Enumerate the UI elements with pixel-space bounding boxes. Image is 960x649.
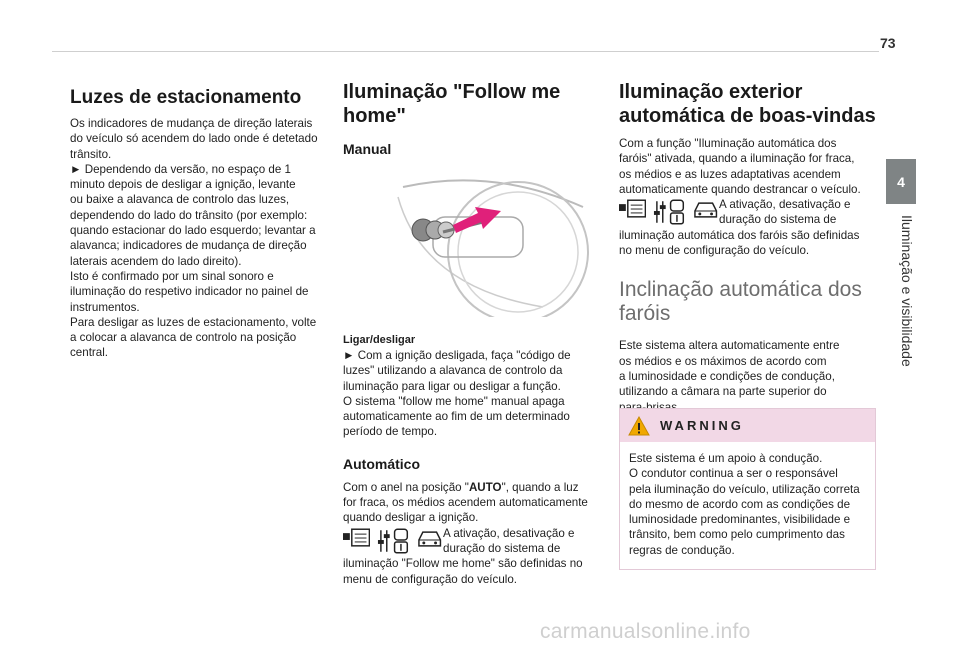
- page-number: 73: [880, 35, 896, 51]
- menu-screen-icon: [343, 528, 370, 550]
- chapter-tab[interactable]: 4: [886, 159, 916, 204]
- parking-lights-body: Os indicadores de mudança de direção laterais do veículo só acendem do lado onde é detetado trânsito. ► Dependendo da versão, no espaço de 1 minuto depois de desligar a ignição, levante ou baixe a alavanca de controlo das luzes, dependendo do lado do trânsito (por exemplo: quando estacionar do lado esquerdo; levantar a alavanca; indicadores de mudança de direção laterais acendem do lado direito). Isto é confirmado por um sinal sonoro e iluminação do respetivo indicador no painel de instrumentos. Para desligar as luzes de estacionamento, volte a colocar a alavanca de controlo na posição central.: [70, 117, 318, 360]
- header-rule: [52, 51, 879, 52]
- welcome-icon-text: A ativação, desativação e duração do sistema de: [719, 198, 851, 227]
- welcome-settings-icon-row: [619, 197, 879, 228]
- chapter-title: Iluminação e visibilidade: [899, 215, 915, 367]
- section-title-welcome-lighting: Iluminação exterior automática de boas-vindas: [619, 81, 876, 127]
- manual-heading: Manual: [343, 141, 392, 157]
- warning-header: [620, 409, 875, 442]
- warning-label: WARNING: [660, 418, 744, 433]
- vehicle-settings-icon: [376, 528, 409, 554]
- warning-body: Este sistema é um apoio à condução. O condutor continua a ser o responsável pela iluminação do veículo, utilização correta do mesmo de acordo com as condições de luminosidade predominantes, visibilidade e trânsito, bem como pelo cumprimento das regras de condução.: [629, 452, 860, 557]
- headlamp-stalk-illustration: [343, 167, 603, 317]
- watermark: carmanualsonline.info: [540, 620, 751, 643]
- vehicle-settings-icon: [652, 199, 685, 225]
- warning-box: [619, 408, 876, 570]
- automatic-icon-text: A ativação, desativação e duração do sistema de: [443, 526, 575, 555]
- column-welcome-lighting: [619, 80, 879, 415]
- settings-icon-row: [343, 526, 603, 557]
- section-title-parking-lights: Luzes de estacionamento: [70, 87, 302, 108]
- welcome-settings-icons: [619, 197, 719, 225]
- column-follow-me-home: [343, 80, 603, 587]
- automatic-tail: iluminação "Follow me home" são definidas no menu de configuração do veículo.: [343, 557, 583, 586]
- section-title-auto-leveling: Inclinação automática dos faróis: [619, 278, 862, 326]
- manual-body: ► Com a ignição desligada, faça "código de luzes" utilizando a alavanca de controlo da iluminação para ligar ou desligar a função. O sistema "follow me home" manual apaga automaticamente ao fim de um determinado período de tempo.: [343, 349, 571, 439]
- settings-icons: [343, 526, 443, 554]
- section-title-follow-me-home: Iluminação "Follow me home": [343, 81, 561, 127]
- automatic-body: Com o anel na posição "AUTO", quando a luz for fraca, os médios acendem automaticamente quando desligar a ignição.: [343, 480, 588, 525]
- car-icon: [416, 528, 443, 550]
- menu-screen-icon: [619, 199, 646, 221]
- welcome-tail: iluminação automática dos faróis são definidas no menu de configuração do veículo.: [619, 228, 860, 258]
- auto-keyword: AUTO: [468, 480, 502, 494]
- warning-triangle-icon: [628, 416, 650, 436]
- on-off-subheading: Ligar/desligar: [343, 334, 416, 346]
- welcome-lighting-body: Com a função "Iluminação automática dos faróis" ativada, quando a iluminação for fraca, os médios e as luzes adaptativas acendem automaticamente quando destrancar o veículo.: [619, 137, 861, 196]
- car-icon: [692, 199, 719, 221]
- automatic-heading: Automático: [343, 455, 420, 472]
- column-parking-lights: [70, 80, 330, 361]
- auto-leveling-body: Este sistema altera automaticamente entre os médios e os máximos de acordo com a luminosidade e condições de condução, utilizando a câmara na parte superior do: [619, 339, 840, 399]
